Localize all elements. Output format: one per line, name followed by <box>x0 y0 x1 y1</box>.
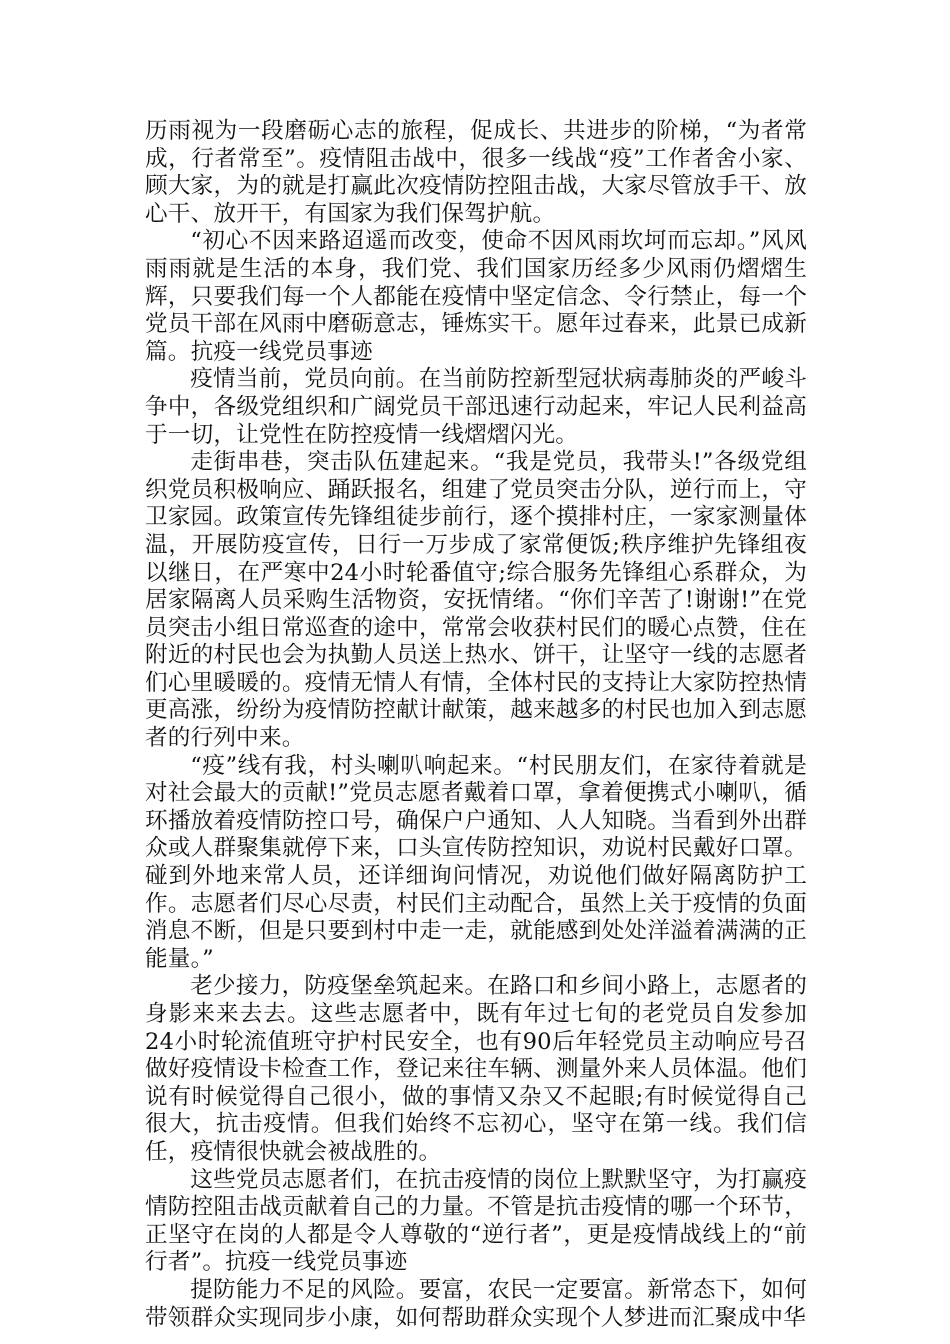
paragraph-4: 走街串巷，突击队伍建起来。“我是党员，我带头!”各级党组织党员积极响应、踊跃报名，组建了党员突击分队，逆行而上，守卫家园。政策宣传先锋组徒步前行，逐个摸排村庄，一家家测量体温，开展防疫宣传，日行一万步成了家常便饭;秩序维护先锋组夜以继日，在严寒中24小时轮番值守;综合服务先锋组心系群众，为居家隔离人员采购生活物资，安抚情绪。“你们辛苦了!谢谢!”在党员突击小组日常巡查的途中，常常会收获村民们的暖心点赞，住在附近的村民也会为执勤人员送上热水、饼干，让坚守一线的志愿者们心里暖暖的。疫情无情人有情，全体村民的支持让大家防控热情更高涨，纷纷为疫情防控献计献策，越来越多的村民也加入到志愿者的行列中来。 <box>145 449 807 752</box>
paragraph-8: 提防能力不足的风险。要富，农民一定要富。新常态下，如何带领群众实现同步小康，如何帮助群众实现个人梦进而汇聚成中华 <box>145 1276 807 1331</box>
article-body <box>145 118 807 1332</box>
paragraph-2: “初心不因来路迢遥而改变，使命不因风雨坎坷而忘却。”风风雨雨就是生活的本身，我们党、我们国家历经多少风雨仍熠熠生辉，只要我们每一个人都能在疫情中坚定信念、令行禁止，每一个党员干部在风雨中磨砺意志，锤炼实干。愿年过春来，此景已成新篇。抗疫一线党员事迹 <box>145 228 807 365</box>
paragraph-7: 这些党员志愿者们，在抗击疫情的岗位上默默坚守，为打赢疫情防控阻击战贡献着自己的力量。不管是抗击疫情的哪一个环节，正坚守在岗的人都是令人尊敬的“逆行者”，更是疫情战线上的“前行者”。抗疫一线党员事迹 <box>145 1166 807 1276</box>
paragraph-1: 历雨视为一段磨砺心志的旅程，促成长、共进步的阶梯，“为者常成，行者常至”。疫情阻击战中，很多一线战“疫”工作者舍小家、顾大家，为的就是打赢此次疫情防控阻击战，大家尽管放手干、放心干、放开干，有国家为我们保驾护航。 <box>145 118 807 227</box>
paragraph-5: “疫”线有我，村头喇叭响起来。“村民朋友们，在家待着就是对社会最大的贡献!”党员志愿者戴着口罩，拿着便携式小喇叭，循环播放着疫情防控口号，确保户户通知、人人知晓。当看到外出群众或人群聚集就停下来，口头宣传防控知识，劝说村民戴好口罩。碰到外地来常人员，还详细询问情况，劝说他们做好隔离防护工作。志愿者们尽心尽责，村民们主动配合，虽然上关于疫情的负面消息不断，但是只要到村中走一走，就能感到处处洋溢着满满的正能量。” <box>145 752 807 972</box>
paragraph-6: 老少接力，防疫堡垒筑起来。在路口和乡间小路上，志愿者的身影来来去去。这些志愿者中，既有年过七旬的老党员自发参加24小时轮流值班守护村民安全，也有90后年轻党员主动响应号召做好疫情设卡检查工作，登记来往车辆、测量外来人员体温。他们说有时候觉得自己很小，做的事情又杂又不起眼;有时候觉得自己很大，抗击疫情。但我们始终不忘初心，坚守在第一线。我们信任，疫情很快就会被战胜的。 <box>145 973 807 1165</box>
paragraph-3: 疫情当前，党员向前。在当前防控新型冠状病毒肺炎的严峻斗争中，各级党组织和广阔党员干部迅速行动起来，牢记人民利益高于一切，让党性在防控疫情一线熠熠闪光。 <box>145 366 807 448</box>
